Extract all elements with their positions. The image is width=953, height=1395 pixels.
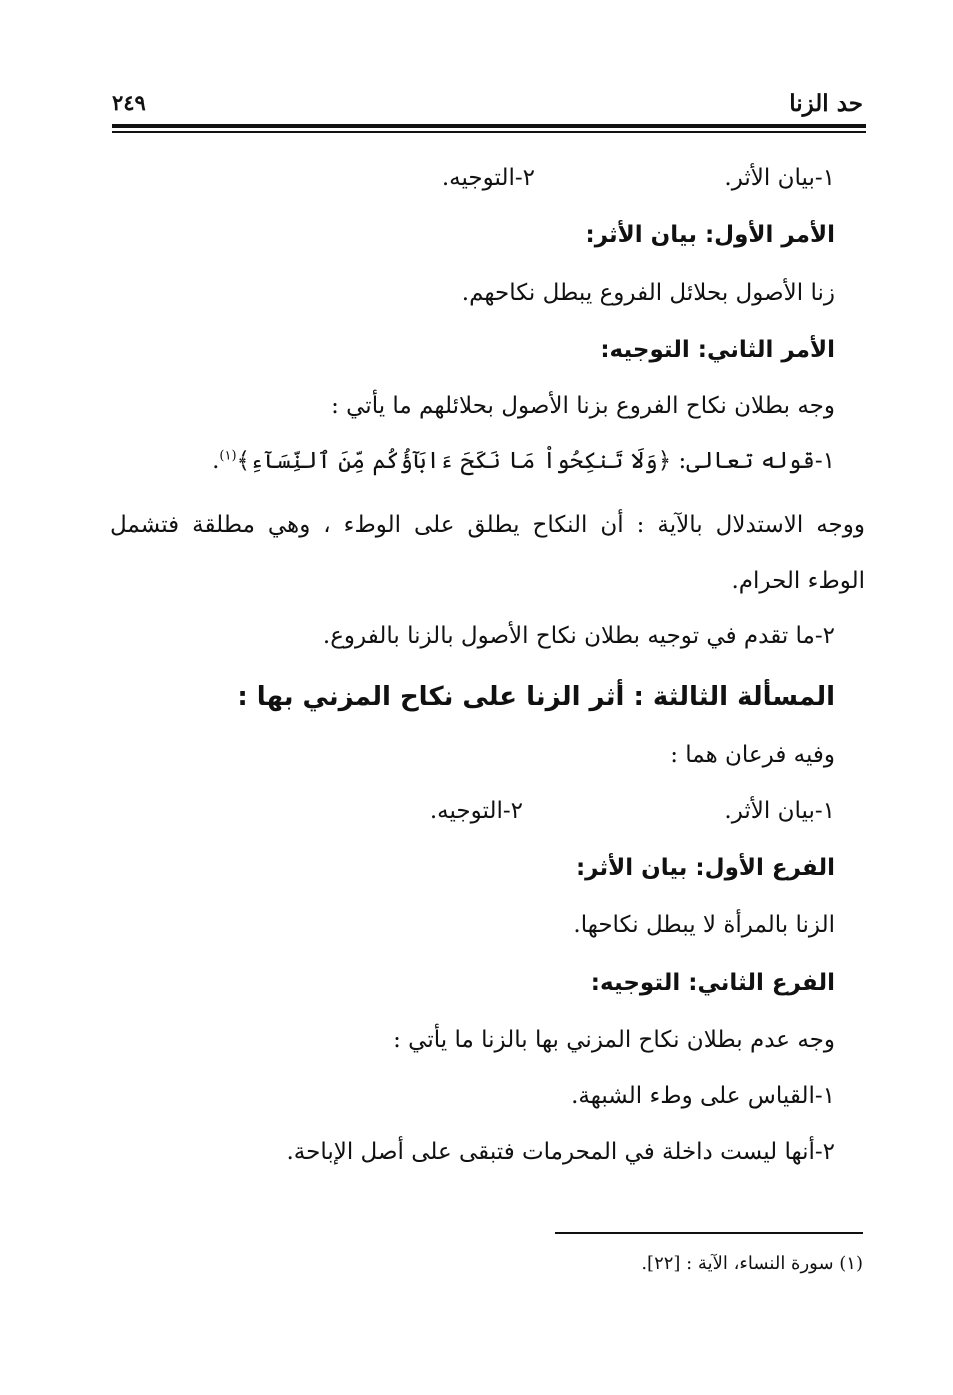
footnote-separator — [555, 1232, 863, 1234]
section-heading-2: الأمر الثاني: التوجيه: — [600, 337, 835, 363]
paragraph-line: وجه بطلان نكاح الفروع بزنا الأصول بحلائلهم ما يأتي : — [331, 393, 835, 419]
section-heading-4: الفرع الثاني: التوجيه: — [590, 970, 835, 996]
paragraph-line: الوطء الحرام. — [731, 568, 865, 594]
issue-heading: المسألة الثالثة : أثر الزنا على نكاح المزني بها : — [237, 682, 835, 712]
quran-citation-line — [212, 448, 835, 474]
running-header-title: حد الزنا — [789, 90, 863, 117]
section-heading-1: الأمر الأول: بيان الأثر: — [585, 222, 835, 248]
paragraph-line: وفيه فرعان هما : — [670, 742, 835, 768]
item-1-right: ١-بيان الأثر. — [724, 165, 835, 191]
header-rule-thin — [112, 131, 866, 133]
item-2-left: ٢-التوجيه. — [441, 165, 535, 191]
paragraph-line: ووجه الاستدلال بالآية : أن النكاح يطلق على الوطء ، وهي مطلقة فتشمل — [110, 512, 865, 538]
paragraph-line: زنا الأصول بحلائل الفروع يبطل نكاحهم. — [461, 280, 835, 306]
footnote-ref: (١) — [219, 448, 237, 464]
page-number: ٢٤٩ — [112, 90, 146, 115]
paragraph-line: وجه عدم بطلان نكاح المزني بها بالزنا ما يأتي : — [393, 1027, 835, 1053]
paragraph-line: ٢-أنها ليست داخلة في المحرمات فتبقى على أصل الإباحة. — [286, 1139, 835, 1165]
item-1-right: ١-بيان الأثر. — [724, 798, 835, 824]
paragraph-line: الزنا بالمرأة لا يبطل نكاحها. — [573, 912, 835, 938]
footnote: (١) سورة النساء، الآية : [٢٢]. — [641, 1253, 863, 1274]
item-2-left: ٢-التوجيه. — [429, 798, 523, 824]
quran-citation-text: ١-قوله تعالى: ﴿وَلَا تَنكِحُواْ مَا نَكَحَ ءَابَآؤُكُم مِّنَ ٱلنِّسَآءِ﴾ — [236, 448, 835, 474]
section-heading-3: الفرع الأول: بيان الأثر: — [575, 855, 835, 881]
paragraph-line: ٢-ما تقدم في توجيه بطلان نكاح الأصول بالزنا بالفروع. — [322, 623, 835, 649]
paragraph-line: ١-القياس على وطء الشبهة. — [571, 1083, 835, 1109]
header-rule-thick — [112, 124, 866, 128]
line-end-period: . — [212, 448, 220, 474]
